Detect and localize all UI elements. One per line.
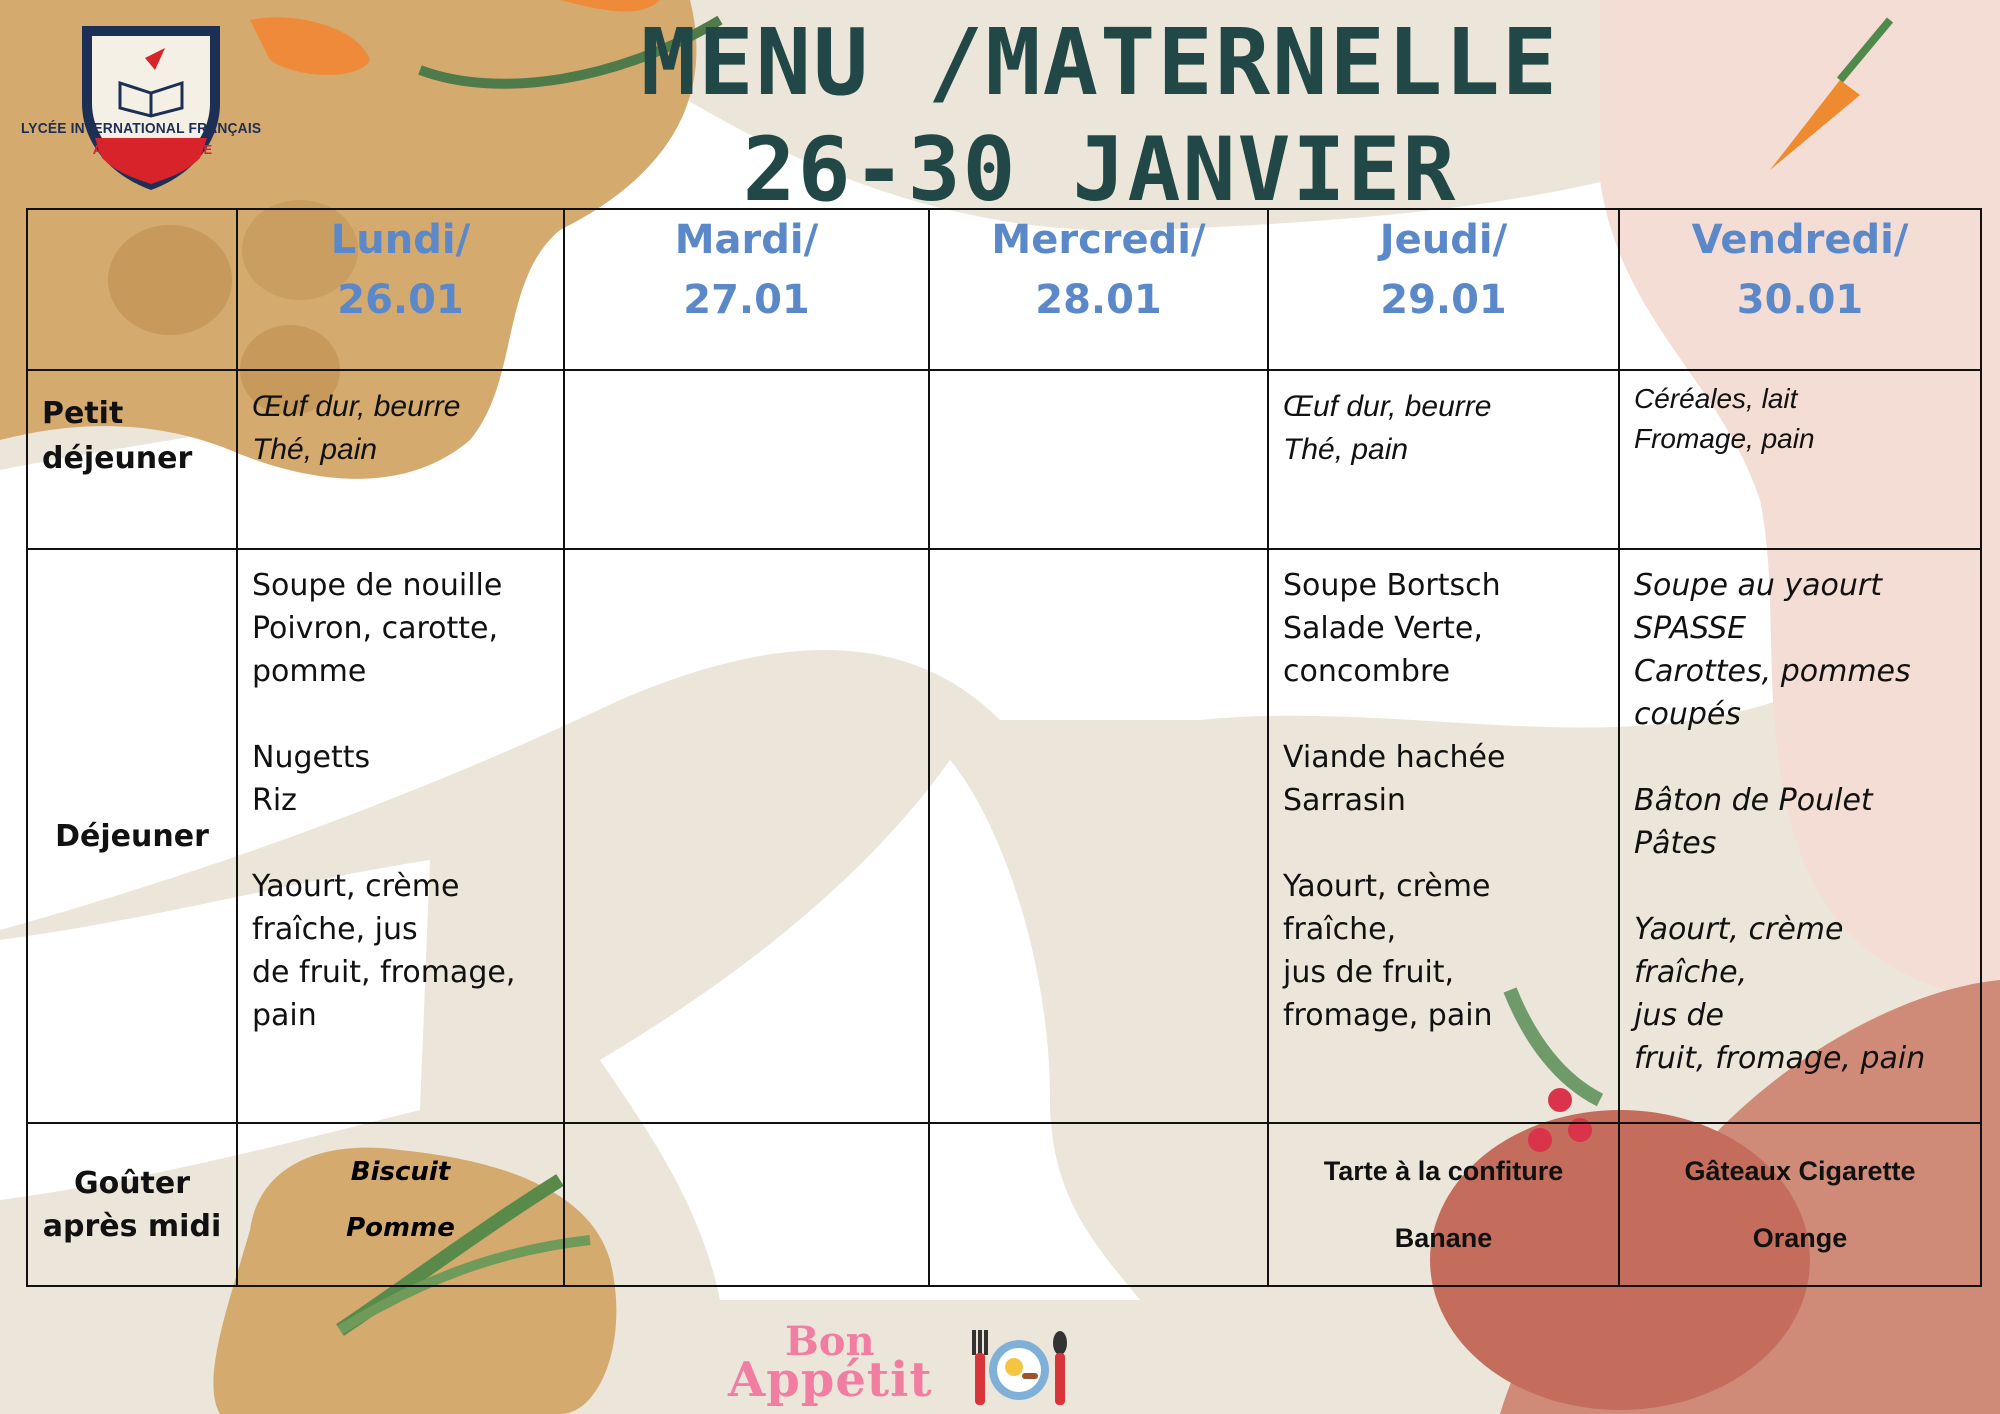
menu-item-line: Sarrasin — [1283, 783, 1406, 818]
day-header-wednesday: Mercredi/ 28.01 — [929, 209, 1268, 370]
appetit-text: Appétit — [728, 1352, 933, 1408]
menu-item-line: Œuf dur, beurre — [1283, 390, 1492, 423]
menu-item-line: Soupe Bortsch — [1283, 568, 1501, 603]
menu-item-line: Gâteaux Cigarette — [1684, 1156, 1916, 1186]
day-header-tuesday: Mardi/ 27.01 — [564, 209, 929, 370]
menu-item-line: coupés — [1634, 697, 1741, 732]
menu-item-line: Bâton de Poulet — [1634, 783, 1873, 818]
menu-item-line: Thé, pain — [252, 433, 378, 466]
menu-item-line: Biscuit — [350, 1156, 451, 1187]
menu-item-line: Thé, pain — [1283, 433, 1409, 466]
menu-item-line: Œuf dur, beurre — [252, 390, 461, 423]
row-label-gouter: Goûter après midi — [27, 1123, 237, 1286]
cell-petit-dejeuner-friday — [1619, 370, 1981, 549]
menu-item-line: fruit, fromage, pain — [1634, 1041, 1926, 1076]
cell-gouter-monday — [237, 1123, 564, 1286]
day-header-monday: Lundi/ 26.01 — [237, 209, 564, 370]
line-gap — [252, 822, 549, 865]
school-logo — [10, 8, 275, 198]
menu-item-line: pain — [252, 998, 317, 1033]
menu-item-line: jus de fruit, — [1283, 955, 1455, 990]
menu-item-line: Carottes, pommes — [1634, 654, 1911, 689]
menu-item-line: Orange — [1752, 1223, 1848, 1253]
line-gap — [1634, 736, 1966, 779]
cell-dejeuner-wednesday — [929, 549, 1268, 1123]
menu-item-line: Poivron, carotte, — [252, 611, 499, 646]
cell-gouter-wednesday — [929, 1123, 1268, 1286]
cell-dejeuner-monday — [237, 549, 564, 1123]
menu-item-line: Riz — [252, 783, 297, 818]
cell-gouter-tuesday — [564, 1123, 929, 1286]
menu-item-line: de fruit, fromage, — [252, 955, 516, 990]
menu-item-line: Céréales, lait — [1634, 383, 1798, 414]
cell-petit-dejeuner-thursday — [1268, 370, 1619, 549]
cell-dejeuner-friday — [1619, 549, 1981, 1123]
cutlery-plate-illustration — [962, 1325, 1077, 1410]
menu-item-line: fromage, pain — [1283, 998, 1493, 1033]
menu-item-line: Yaourt, crème fraîche, — [1283, 869, 1491, 947]
line-gap — [252, 693, 549, 736]
logo-line2: ANATOLE FRANCE — [92, 142, 213, 157]
menu-item-line: Viande hachée — [1283, 740, 1506, 775]
menu-item-line: Fromage, pain — [1634, 423, 1815, 454]
cell-petit-dejeuner-monday — [237, 370, 564, 549]
menu-item-line: concombre — [1283, 654, 1451, 689]
row-gouter — [27, 1123, 1981, 1286]
menu-item-line: pomme — [252, 654, 367, 689]
line-gap — [1634, 865, 1966, 908]
cell-dejeuner-thursday — [1268, 549, 1619, 1123]
header-row — [27, 209, 1981, 370]
row-label-petit-dejeuner: Petit déjeuner — [27, 370, 237, 549]
cell-petit-dejeuner-tuesday — [564, 370, 929, 549]
menu-item-line: Banane — [1394, 1223, 1493, 1253]
row-label-dejeuner: Déjeuner — [27, 549, 237, 1123]
menu-item-line: fraîche, jus — [252, 912, 418, 947]
plate-icon — [989, 1340, 1049, 1400]
corner-cell — [27, 209, 237, 370]
menu-item-line: Pâtes — [1634, 826, 1717, 861]
page-title: MENU /MATERNELLE — [640, 9, 1560, 116]
menu-item-line: Pomme — [346, 1212, 455, 1243]
menu-item-line: Yaourt, crème — [252, 869, 460, 904]
cell-gouter-thursday — [1268, 1123, 1619, 1286]
cell-gouter-friday — [1619, 1123, 1981, 1286]
page-subtitle-dates: 26-30 JANVIER — [742, 118, 1458, 221]
menu-item-line: Soupe au yaourt SPASSE — [1634, 568, 1882, 646]
bon-text: Bon — [785, 1318, 875, 1365]
cell-petit-dejeuner-wednesday — [929, 370, 1268, 549]
menu-item-line: Salade Verte, — [1283, 611, 1483, 646]
row-petit-dejeuner — [27, 370, 1981, 549]
logo-line1: LYCÉE INTERNATIONAL FRANÇAIS — [20, 120, 262, 137]
line-gap — [1283, 693, 1604, 736]
menu-item-line: Yaourt, crème fraîche, — [1634, 912, 1844, 990]
menu-item-line: Soupe de nouille — [252, 568, 503, 603]
line-gap — [1283, 822, 1604, 865]
day-header-thursday: Jeudi/ 29.01 — [1268, 209, 1619, 370]
menu-item-line: Nugetts — [252, 740, 371, 775]
menu-table — [26, 208, 1982, 1287]
cell-dejeuner-tuesday — [564, 549, 929, 1123]
day-header-friday: Vendredi/ 30.01 — [1619, 209, 1981, 370]
school-crest-icon — [10, 8, 295, 198]
fork-icon — [972, 1330, 988, 1405]
menu-item-line: Tarte à la confiture — [1323, 1156, 1564, 1186]
menu-item-line: jus de — [1634, 998, 1725, 1033]
spoon-icon — [1053, 1331, 1067, 1405]
row-dejeuner — [27, 549, 1981, 1123]
